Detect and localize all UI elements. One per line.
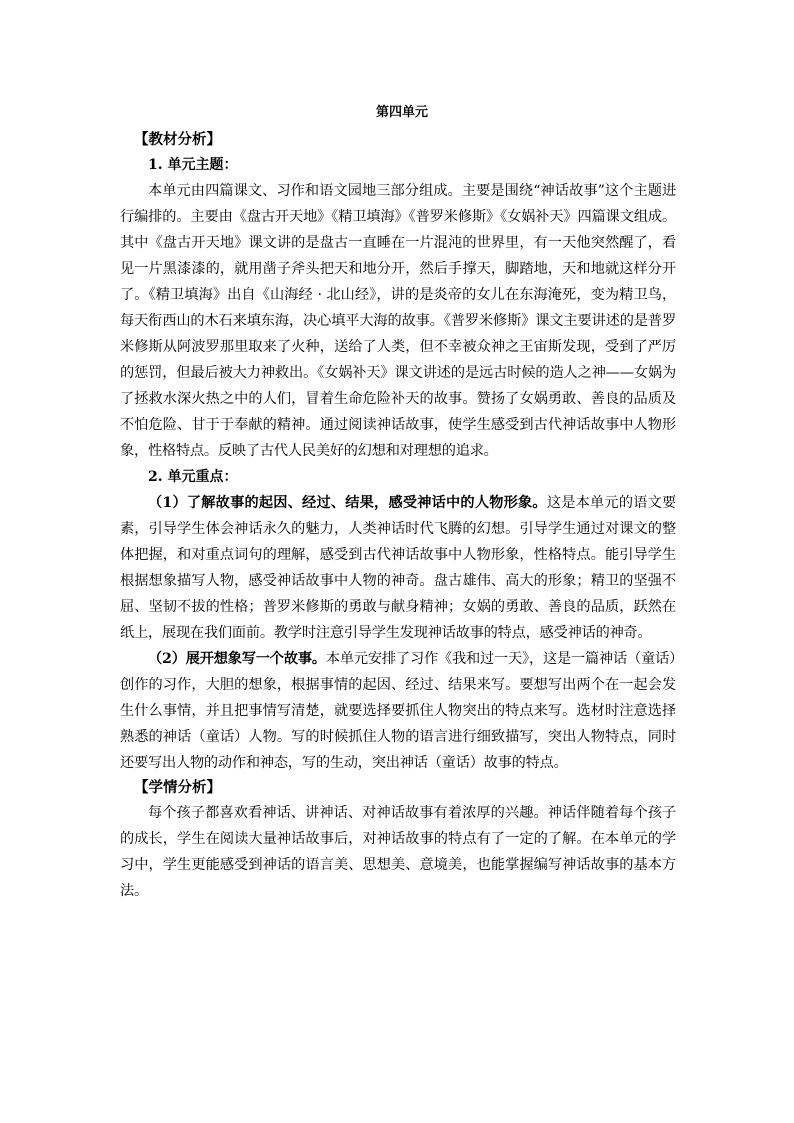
focus-1-text: 这是本单元的语文要素，引导学生体会神话永久的魅力，人类神话时代飞腾的幻想。引导学生通过对课文的整体把握，和对重点词句的理解，感受到古代神话故事中人物形象，性格特点。能引导学生根据想象描写人物，感受神话故事中人物的神奇。盘古雄伟、高大的形象；精卫的坚强不屈、坚韧不拔的性格；普罗米修斯的勇敢与献身精神；女娲的勇敢、善良的品质，跃然在纸上，展现在我们面前。教学时注意引导学生发现神话故事的特点，感受神话的神奇。	[120, 495, 676, 641]
focus-1-label: （1）了解故事的起因、经过、结果，感受神话中的人物形象。	[148, 495, 547, 511]
focus-2-label: （2）展开想象写一个故事。	[148, 651, 326, 667]
unit-focus-heading: 2. 单元重点：	[148, 469, 238, 485]
unit-theme-paragraph: 本单元由四篇课文、习作和语文园地三部分组成。主要是围绕“神话故事”这个主题进行编排的。主要由《盘古开天地》《精卫填海》《普罗米修斯》《女娲补天》四篇课文组成。其中《盘古开天地》课文讲的是盘古一直睡在一片混沌的世界里，有一天他突然醒了，看见一片黑漆漆的，就用凿子斧头把天和地分开，然后手撑天，脚踏地，天和地就这样分开了。《精卫填海》出自《山海经 · 北山经》，讲的是炎帝的女儿在东海淹死，变为精卫鸟，每天衔西山的木石来填东海，决心填平大海的故事。《普罗米修斯》课文主要讲述的是普罗米修斯从阿波罗那里取来了火种，送给了人类，但不幸被众神之王宙斯发现，受到了严厉的惩罚，但最后被大力神救出。《女娲补天》课文讲述的是远古时候的造人之神——女娲为了拯救水深火热之中的人们，冒着生命危险补天的故事。赞扬了女娲勇敢、善良的品质及不怕危险、甘于于奉献的精神。通过阅读神话故事，使学生感受到古代神话故事中人物形象，性格特点。反映了古代人民美好的幻想和对理想的追求。	[120, 183, 676, 459]
student-analysis-heading: 【学情分析】	[134, 779, 221, 796]
focus-2-paragraph	[120, 646, 676, 776]
textbook-analysis-heading: 【教材分析】	[134, 131, 221, 148]
unit-theme-heading: 1. 单元主题：	[148, 157, 238, 173]
page-title: 第四单元	[375, 105, 428, 120]
student-analysis-paragraph: 每个孩子都喜欢看神话、讲神话、对神话故事有着浓厚的兴趣。神话伴随着每个孩子的成长，学生在阅读大量神话故事后，对神话故事的特点有了一定的了解。在本单元的学习中，学生更能感受到神话的语言美、思想美、意境美，也能掌握编写神话故事的基本方法。	[120, 805, 676, 899]
focus-2-text: 本单元安排了习作《我和过一天》，这是一篇神话（童话）创作的习作，大胆的想象，根据事情的起因、经过、结果来写。要想写出两个在一起会发生什么事情，并且把事情写清楚，就要选择要抓住人物突出的特点来写。选材时注意选择熟悉的神话（童话）人物。写的时候抓住人物的语言进行细致描写，突出人物特点，同时还要写出人物的动作和神态，写的生动，突出神话（童话）故事的特点。	[120, 651, 676, 771]
focus-1-paragraph	[120, 490, 676, 646]
document-page	[120, 104, 676, 904]
